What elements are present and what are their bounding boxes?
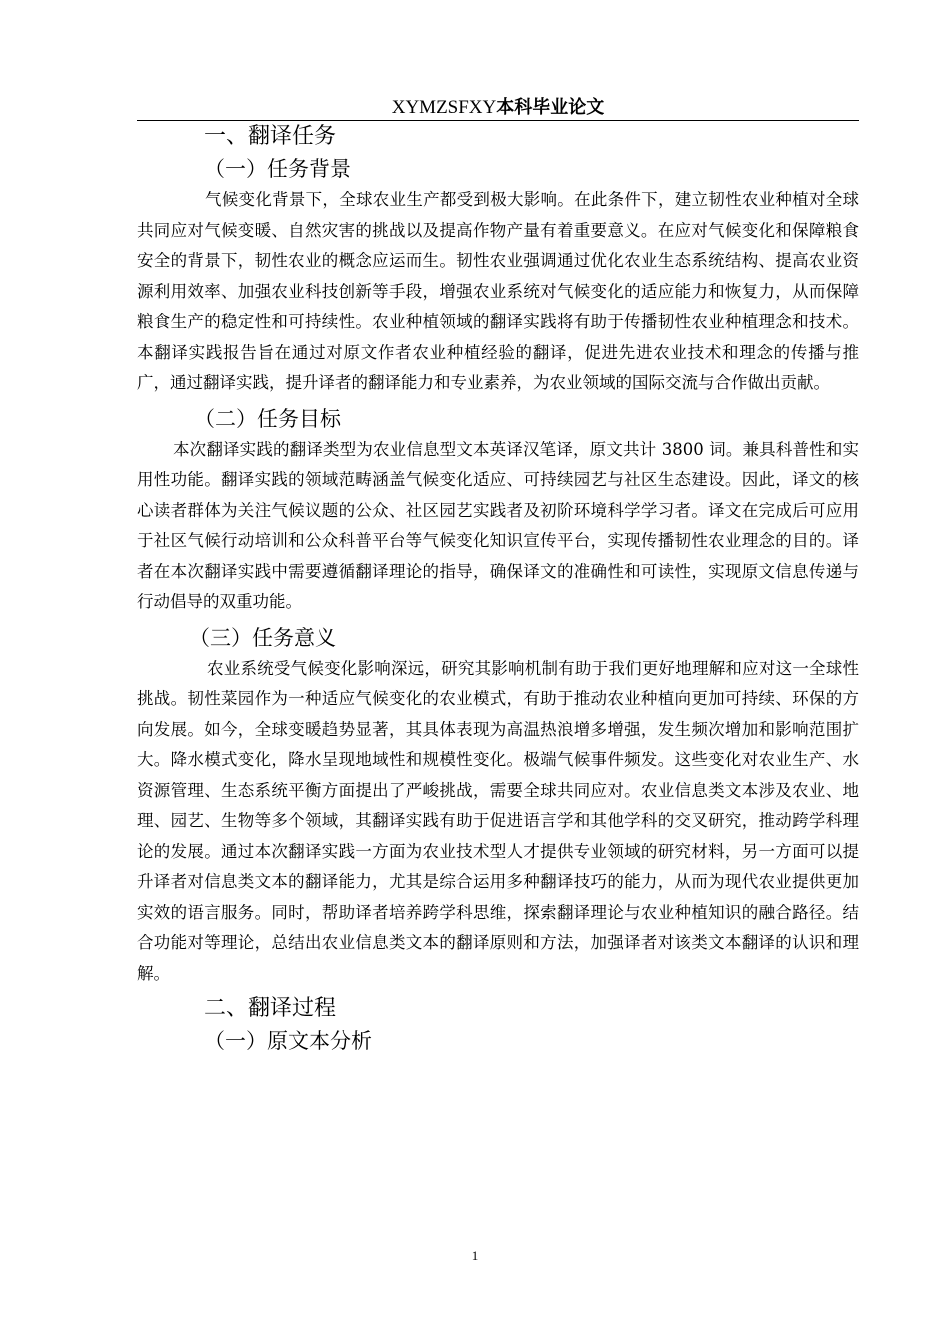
page-number: 1 bbox=[471, 1248, 479, 1263]
document-body bbox=[137, 121, 859, 1057]
section-2-heading: 二、翻译过程 bbox=[204, 996, 337, 1021]
section-1-1-heading: （一）任务背景 bbox=[204, 157, 351, 181]
header-title: 本科毕业论文 bbox=[496, 97, 605, 118]
section-1-3-paragraph: 农业系统受气候变化影响深远，研究其影响机制有助于我们更好地理解和应对这一全球性挑战。韧性菜园作为一种适应气候变化的农业模式，有助于推动农业种植向更加可持续、环保的方向发展。如今，全球变暖趋势显著，其具体表现为高温热浪增多增强，发生频次增加和影响范围扩大。降水模式变化，降水呈现地域性和规模性变化。极端气候事件频发。这些变化对农业生产、水资源管理、生态系统平衡方面提出了严峻挑战，需要全球共同应对。农业信息类文本涉及农业、地理、园艺、生物等多个领域，其翻译实践有助于促进语言学和其他学科的交叉研究，推动跨学科理论的发展。通过本次翻译实践一方面为农业技术型人才提供专业领域的研究材料，另一方面可以提升译者对信息类文本的翻译能力，尤其是综合运用多种翻译技巧的能力，从而为现代农业提供更加实效的语言服务。同时，帮助译者培养跨学科思维，探索翻译理论与农业种植知识的融合路径。结合功能对等理论，总结出农业信息类文本的翻译原则和方法，加强译者对该类文本翻译的认识和理解。 bbox=[137, 658, 859, 983]
section-1-3-heading: （三）任务意义 bbox=[189, 625, 336, 650]
section-1-1-paragraph: 气候变化背景下，全球农业生产都受到极大影响。在此条件下，建立韧性农业种植对全球共同应对气候变暖、自然灾害的挑战以及提高作物产量有着重要意义。在应对气候变化和保障粮食安全的背景下，韧性农业的概念应运而生。韧性农业强调通过优化农业生态系统结构、提高农业资源利用效率、加强农业科技创新等手段，增强农业系统对气候变化的适应能力和恢复力，从而保障粮食生产的稳定性和可持续性。农业种植领域的翻译实践将有助于传播韧性农业种植理念和技术。本翻译实践报告旨在通过对原文作者农业种植经验的翻译，促进先进农业技术和理念的传播与推广，通过翻译实践，提升译者的翻译能力和专业素养，为农业领域的国际交流与合作做出贡献。 bbox=[137, 190, 859, 392]
header-code: XYMZSFXY bbox=[391, 97, 497, 118]
section-1-heading: 一、翻译任务 bbox=[204, 124, 337, 149]
section-1-2-heading: （二）任务目标 bbox=[194, 406, 341, 431]
page-header bbox=[137, 94, 859, 120]
section-1-2-paragraph: 本次翻译实践的翻译类型为农业信息型文本英译汉笔译，原文共计 3800 词。兼具科普性和实用性功能。翻译实践的领域范畴涵盖气候变化适应、可持续园艺与社区生态建设。因此，译文的核心读者群体为关注气候议题的公众、社区园艺实践者及初阶环境科学学习者。译文在完成后可应用于社区气候行动培训和公众科普平台等气候变化知识宣传平台，实现传播韧性农业理念的目的。译者在本次翻译实践中需要遵循翻译理论的指导，确保译文的准确性和可读性，实现原文信息传递与行动倡导的双重功能。 bbox=[137, 439, 859, 611]
section-2-1-heading: （一）原文本分析 bbox=[204, 1029, 372, 1053]
